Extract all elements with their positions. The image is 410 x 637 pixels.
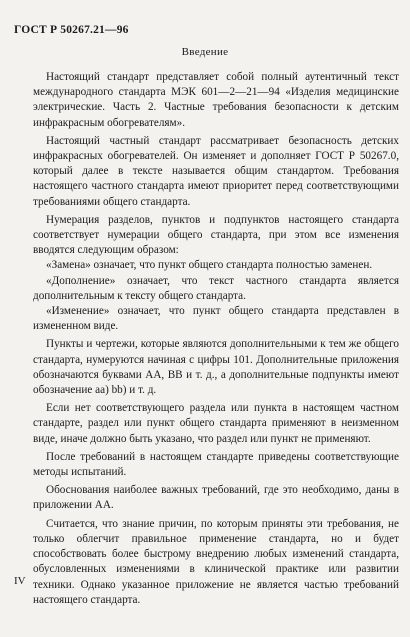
paragraph-unchanged-sections: Если нет соответствующего раздела или пункта в настоящем частном стандарте, раздел или пункт общего стандарта применяют в неизменном виде, иначе должно быть указано, что раздел или пункт не применяют.	[33, 402, 399, 445]
paragraph-addition: «Дополнение» означает, что текст частного стандарта является дополнительным к тексту общего стандарта.	[33, 274, 399, 302]
introduction-body	[33, 70, 399, 608]
paragraph-appendix-note: Считается, что знание причин, по которым приняты эти требования, не только облегчит правильное применение стандарта, но и будет способствовать более быстрому внедрению любых изменений стандарта, обусловленных изменениями в клинической практике или развитии техники. Однако указанное приложение не является частью требований настоящего стандарта.	[33, 517, 399, 606]
paragraph-rationale: Обоснования наиболее важных требований, где это необходимо, даны в приложении АА.	[33, 484, 399, 512]
standard-code-header: ГОСТ Р 50267.21—96	[14, 24, 129, 36]
paragraph-replacement: «Замена» означает, что пункт общего стандарта полностью заменен.	[46, 259, 373, 272]
paragraph-test-methods: После требований в настоящем стандарте приведены соответствующие методы испытаний.	[33, 450, 399, 479]
paragraph-amendment: «Изменение» означает, что пункт общего стандарта представлен в измененном виде.	[33, 305, 399, 333]
paragraph-numbering: Нумерация разделов, пунктов и подпунктов настоящего стандарта соответствует нумерации общего стандарта, при этом все изменения вводятся следующим образом:	[33, 213, 399, 257]
paragraph-standard-identity: Настоящий стандарт представляет собой полный аутентичный текст международного стандарта МЭК 601—2—21—94 «Изделия медицинские электрические. Часть 2. Частные требования безопасности к детским инфракрасным обогревателям».	[33, 71, 399, 129]
section-title: Введение	[181, 46, 229, 58]
paragraph-additional-items: Пункты и чертежи, которые являются дополнительными к тем же общего стандарта, нумеруются начиная с цифры 101. Дополнительные приложения обозначаются буквами АА, ВВ и т. д., а дополнительные подпункты имеют обозначение аа) bb) и т. д.	[33, 338, 399, 397]
page-number: IV	[14, 575, 26, 587]
paragraph-scope: Настоящий частный стандарт рассматривает безопасность детских инфракрасных обогревателей. Он изменяет и дополняет ГОСТ Р 50267.0, который далее в тексте называется общим стандартом. Требования настоящего частного стандарта имеют приоритет перед соответствующими требованиями общего стандарта.	[33, 134, 399, 208]
